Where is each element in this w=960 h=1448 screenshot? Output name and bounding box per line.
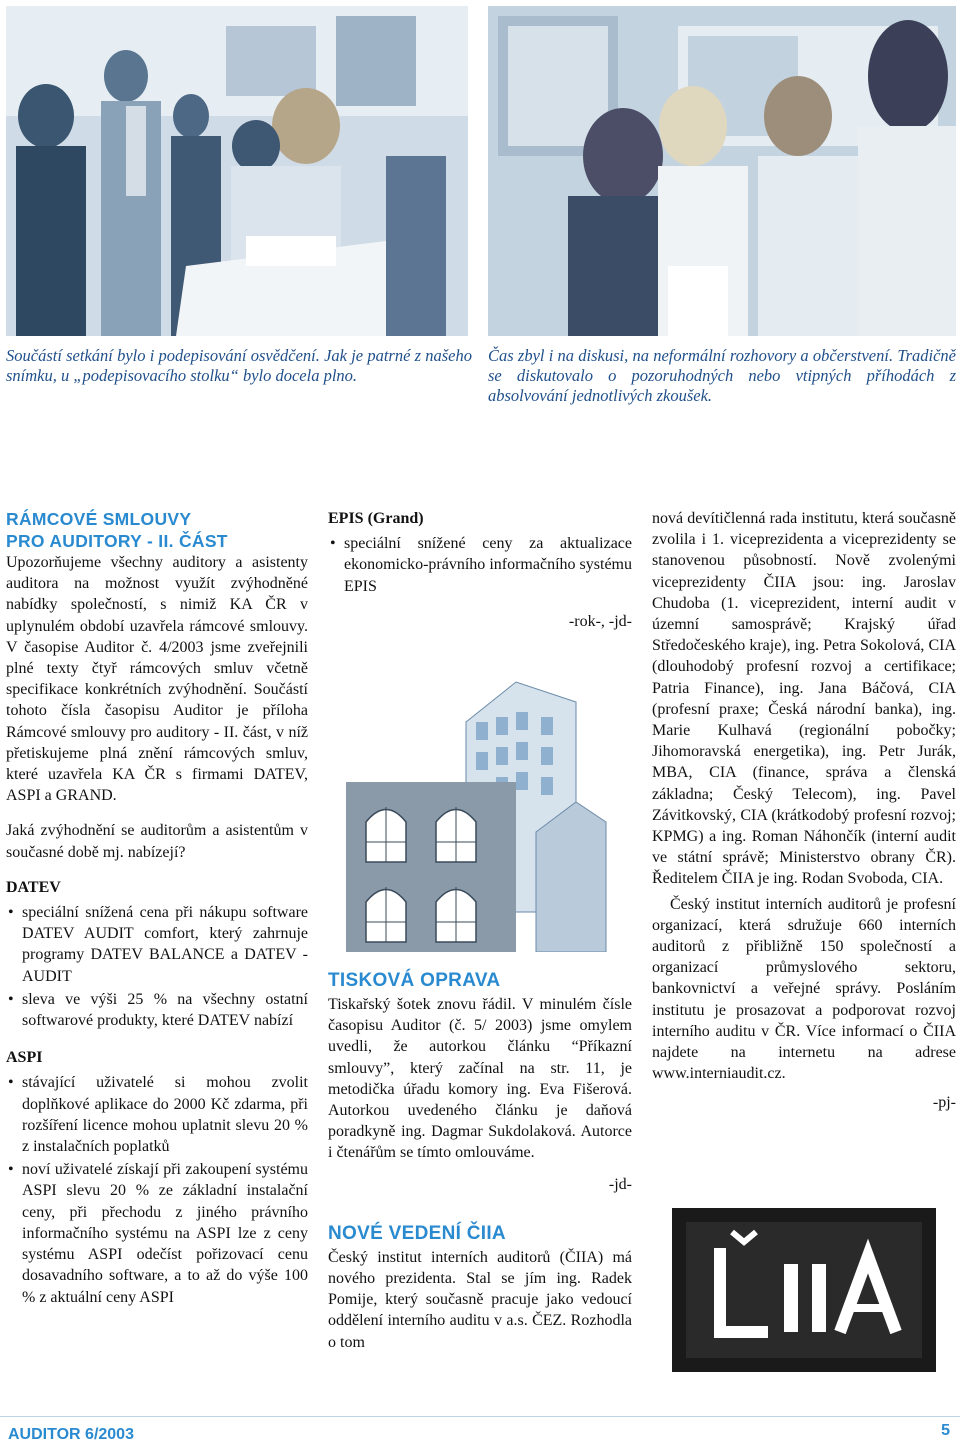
- aspi-list: [6, 1072, 308, 1307]
- vedeni-paragraph: Český institut interních auditorů (ČIIA) má nového prezidenta. Stal se jím ing. Radek Pomije, který současně pracuje jako vedoucí oddělení interního auditu v a.s. ČEZ. Rozhodla o tom: [328, 1248, 632, 1351]
- epis-title: EPIS (Grand): [328, 510, 424, 527]
- ciia-logo: [672, 1208, 936, 1372]
- vedeni-continued: nová devítičlenná rada institutu, která současně zvolila i 1. viceprezidenta a viceprezidenty se stanovenou působností. Nově zvolenými viceprezidenty ČIIA jsou: ing. Jaroslav Chudoba (1. viceprezident, interní audit v územní samosprávě; Krajský úřad Středočeského kraje), ing. Petra Sokolová, CIA (dlouhodobý profesní rozvoj a certifikace; Patria Finance), ing. Jana Báčová, CIA (profesní praxe; Česká národní banka), ing. Marie Kulhavá (regionální pobočky; Jihomoravská energetika), ing. Petr Jurák, MBA, CIA (finance, správa a členská základna; Český Telecom), ing. Pavel Závitkovský, CIA (krátkodobý profesní rozvoj; KPMG) a ing. Roman Náhončík (interní audit ve státní správě; Ministerstvo obrany ČR). Ředitelem ČIIA je ing. Rodan Svoboda, CIA.: [652, 510, 956, 888]
- oprava-signature: -jd-: [608, 1175, 632, 1193]
- footer-page-number: 5: [941, 1422, 950, 1439]
- footer-divider: [0, 1416, 960, 1417]
- list-item: • sleva ve výši 25 % na všechny ostatní softwarové produkty, které DATEV nabízí: [6, 989, 308, 1031]
- photo-discussion: [488, 6, 956, 336]
- ciia-about: Český institut interních auditorů je profesní organizací, která sdružuje 660 interních auditorů z přibližně 150 společností a organizací průmyslového sektoru, bankovnictví a veřejné správy. Posláním institutu je prosazovat a podporovat rozvoj interního auditu v ČR. Více informací o ČIIA najdete na internetu na adrese www.interniaudit.cz.: [652, 895, 956, 1083]
- heading-line-2: PRO AUDITORY - II. ČÁST: [6, 531, 228, 551]
- column-1: [6, 508, 308, 1310]
- heading-ramcove-smlouvy: [6, 508, 308, 552]
- heading-nove-vedeni: NOVÉ VEDENÍ ČIIA: [328, 1222, 506, 1244]
- list-item: • noví uživatelé získají při zakoupení systému ASPI slevu 20 % ze základní instalační ceny, při přechodu z jiného právního informačního systému na ASPI lze z ceny systému ASPI odečíst pořizovací cenu dosavadního software, a to až do výše 100 % z aktuální ceny ASPI: [6, 1159, 308, 1307]
- list-item: • speciální snížená cena při nákupu software DATEV AUDIT comfort, který zahrnuje programy DATEV BALANCE a DATEV - AUDIT: [6, 902, 308, 987]
- aspi-title: ASPI: [6, 1049, 43, 1067]
- heading-line-1: RÁMCOVÉ SMLOUVY: [6, 509, 192, 529]
- question-paragraph: Jaká zvýhodnění se auditorům a asistentům v současné době mj. nabízejí?: [6, 822, 308, 861]
- footer-magazine-issue: AUDITOR 6/2003: [8, 1426, 134, 1443]
- building-illustration: [346, 662, 620, 952]
- list-item: • speciální snížené ceny za aktualizace ekonomicko-právního informačního systému EPIS: [328, 533, 632, 597]
- ciia-logo-graphic: [672, 1208, 936, 1372]
- caption-signing: Součástí setkání bylo i podepisování osvědčení. Jak je patrné z našeho snímku, u „podepisovacího stolku“ bylo docela plno.: [6, 346, 472, 385]
- caption-discussion: Čas zbyl i na diskusi, na neformální rozhovory a občerstvení. Tradičně se diskutovalo o pozoruhodných nebo vtipných příhodách z absolvování jednotlivých zkoušek.: [488, 346, 956, 405]
- column-2-lower: [328, 970, 632, 1357]
- datev-title: DATEV: [6, 878, 61, 896]
- datev-list: [6, 902, 308, 1031]
- list-item: • stávající uživatelé si mohou zvolit doplňkové aplikace do 2000 Kč zdarma, při rozšíření licence mohou uplatnit slevu 20 % z instalačních poplatků: [6, 1072, 308, 1157]
- heading-tiskova-oprava: TISKOVÁ OPRAVA: [328, 970, 501, 991]
- ciia-signature: -pj-: [932, 1094, 956, 1112]
- column-2: [328, 508, 632, 636]
- epis-signature: -rok-, -jd-: [568, 612, 632, 630]
- intro-paragraph: Upozorňujeme všechny auditory a asistenty auditora na možnost využít zvýhodněné nabídky společností, s nimiž KA ČR v uplynulém období uzavřela rámcové smlouvy. V časopise Auditor č. 4/2003 jsme zveřejnili plné texty čtyř rámcových smluv včetně specifikace konkrétních zvýhodnění. Součástí tohoto čísla časopisu Auditor je příloha Rámcové smlouvy pro auditory - II. část, v níž přetiskujeme plná znění rámcových smluv, které uzavřela KA ČR s firmami DATEV, ASPI a GRAND.: [6, 554, 308, 805]
- column-3: [652, 508, 956, 1118]
- oprava-paragraph: Tiskařský šotek znovu řádil. V minulém čísle časopisu Auditor (č. 5/ 2003) jsme omylem uvedli, že autorkou článku “Příkazní smlouvy”, který začínal na str. 11, je metodička úřadu komory ing. Eva Fišerová. Autorkou uvedeného článku je daňová poradkyně ing. Dagmar Sukdolaková. Autorce i čtenářům se tímto omlouváme.: [328, 996, 632, 1162]
- photo-signing: [6, 6, 468, 336]
- epis-list: [328, 533, 632, 597]
